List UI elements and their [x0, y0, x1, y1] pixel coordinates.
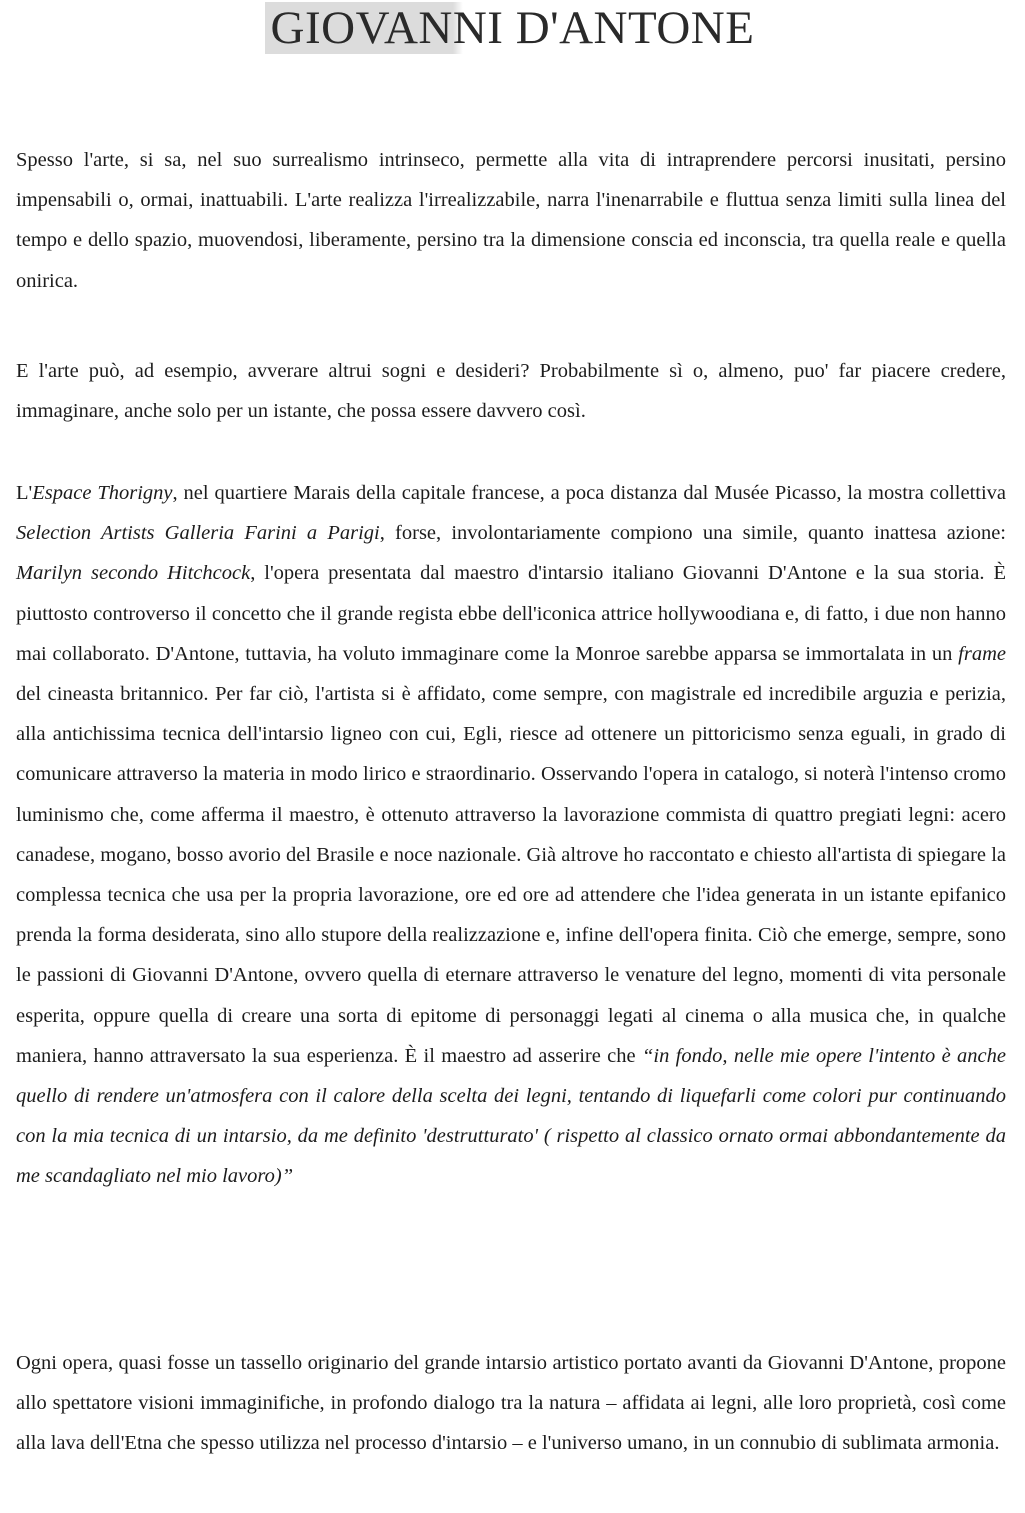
text-span: , nel quartiere Marais della capitale francese, a poca distanza dal Musée Picasso, la mostra collettiva	[172, 482, 1007, 504]
venue-name: Espace Thorigny	[32, 482, 173, 504]
text-span: , l'opera presentata dal maestro d'intarsio italiano Giovanni D'Antone e la sua storia. È piuttosto controverso il concetto che il grande regista ebbe dell'iconica attrice hollywoodiana e, di fatto, i due non hanno mai collaborato. D'Antone, tuttavia, ha voluto immaginare come la Monroe sarebbe apparsa se immortalata in un	[16, 562, 1006, 665]
frame-term: frame	[958, 642, 1006, 665]
text-span: , forse, involontariamente compiono una simile, quanto inattesa azione:	[379, 522, 1006, 545]
artwork-title: Marilyn secondo Hitchcock	[16, 562, 251, 585]
paragraph-exhibition	[16, 473, 1006, 1197]
paragraph-conclusion: Ogni opera, quasi fosse un tassello originario del grande intarsio artistico portato avanti da Giovanni D'Antone, propone allo spettatore visioni immaginifiche, in profondo dialogo tra la natura – affidata ai legni, alle loro proprietà, così come alla lava dell'Etna che spesso utilizza nel processo d'intarsio – e l'universo umano, in un connubio di sublimata armonia.	[16, 1352, 1006, 1455]
exhibition-name: Selection Artists Galleria Farini a Parigi	[16, 522, 380, 545]
artist-quote: “in fondo, nelle mie opere l'intento è anche quello di rendere un'atmosfera con il calore della scelta dei legni, tentando di liquefarli come colori pur continuando con la mia tecnica di un intarsio, da me definito 'destrutturato' ( rispetto al classico ornato ormai abbondantemente da me scandagliato nel mio lavoro)”	[16, 1044, 1007, 1188]
text-span: L'	[16, 482, 33, 504]
text-span: del cineasta britannico. Per far ciò, l'artista si è affidato, come sempre, con magistrale ed incredibile arguzia e perizia, alla antichissima tecnica dell'intarsio ligneo con cui, Egli, riesce ad ottenere un pittoricismo senza eguali, in grado di comunicare attraverso la materia in modo lirico e straordinario. Osservando l'opera in catalogo, si noterà l'intenso cromo luminismo che, come afferma il maestro, è ottenuto attraverso la lavorazione commista di quattro pregiati legni: acero canadese, mogano, bosso avorio del Brasile e noce nazionale. Già altrove ho raccontato e chiesto all'artista di spiegare la complessa tecnica che usa per la propria lavorazione, ore ed ore ad attendere che l'idea generata in un istante epifanico prenda la forma desiderata, sino allo stupore della realizzazione e, infine dell'opera finita. Ciò che emerge, sempre, sono le passioni di Giovanni D'Antone, ovvero quella di eternare attraverso le venature del legno, momenti di vita personale esperita, oppure quella di creare una sorta di epitome di personaggi legati al cinema o alla musica che, in qualche maniera, hanno attraversato la sua esperienza. È il maestro ad asserire che	[16, 683, 1006, 1067]
paragraph-question: E l'arte può, ad esempio, avverare altrui sogni e desideri? Probabilmente sì o, almeno, puo' far piacere credere, immaginare, anche solo per un istante, che possa essere davvero così.	[16, 360, 1006, 423]
paragraph-intro: Spesso l'arte, si sa, nel suo surrealismo intrinseco, permette alla vita di intraprendere percorsi inusitati, persino impensabili o, ormai, inattuabili. L'arte realizza l'irrealizzabile, narra l'inenarrabile e fluttua senza limiti sulla linea del tempo e dello spazio, muovendosi, liberamente, persino tra la dimensione conscia ed inconscia, tra quella reale e quella onirica.	[16, 149, 1006, 292]
title-area	[0, 2, 1025, 54]
page-title: GIOVANNI D'ANTONE	[265, 2, 761, 54]
